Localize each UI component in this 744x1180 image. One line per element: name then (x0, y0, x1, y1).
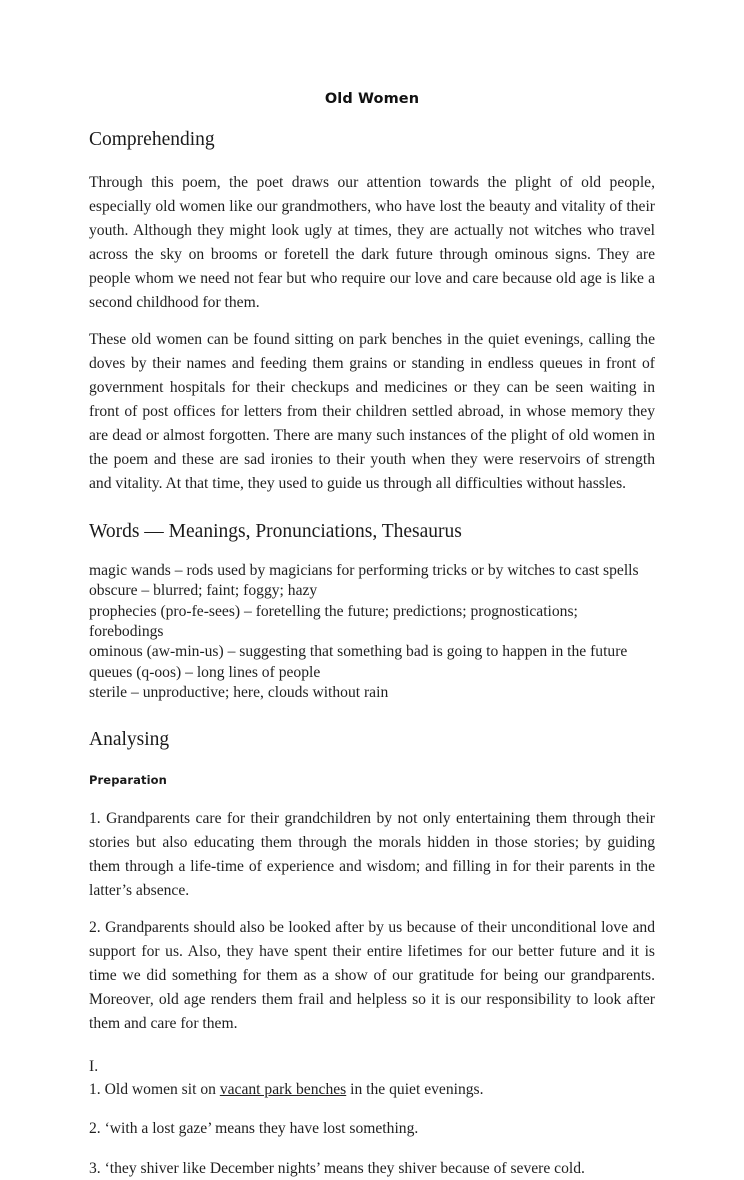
section-heading-analysing: Analysing (89, 728, 170, 750)
comprehending-paragraph-2: These old women can be found sitting on park benches in the quiet evenings, calling the doves by their names and feeding them grains or standing in endless queues in front of government hospitals for their checkups and medicines or they can be seen waiting in front of post offices for letters from their children settled abroad, in whose memory they are dead or almost forgotten. There are many such instances of the plight of old women in the poem and these are sad ironies to their youth when they were reservoirs of strength and vitality. At that time, they used to guide us through all difficulties without hassles. (89, 331, 655, 492)
page-title: Old Women (324, 91, 420, 107)
subheading-preparation: Preparation (89, 773, 167, 788)
part-one-answer-2: 2. ‘with a lost gaze’ means they have lost something. (89, 1120, 419, 1138)
answer-1-suffix: in the quiet evenings. (346, 1080, 484, 1098)
glossary-entry: sterile – unproductive; here, clouds without rain (89, 684, 389, 702)
glossary-entry: ominous (aw-min-us) – suggesting that something bad is going to happen in the future (89, 643, 628, 661)
section-heading-words: Words — Meanings, Pronunciations, Thesaurus (89, 521, 462, 543)
glossary-entry: prophecies (pro-fe-sees) – foretelling the future; predictions; prognostications; forebodings (89, 602, 578, 641)
document-content (89, 0, 655, 1180)
glossary-entry: obscure – blurred; faint; foggy; hazy (89, 582, 318, 600)
preparation-answer-1: 1. Grandparents care for their grandchildren by not only entertaining them through their stories but also educating them through the morals hidden in those stories; by guiding them through a life-time of experience and wisdom; and filling in for their parents in the latter’s absence. (89, 810, 655, 899)
part-one-answer-1 (89, 1079, 655, 1102)
part-one-answer-3: 3. ‘they shiver like December nights’ means they shiver because of severe cold. (89, 1159, 585, 1177)
section-heading-comprehending: Comprehending (89, 129, 215, 150)
answer-1-prefix: 1. Old women sit on (89, 1080, 220, 1098)
answer-1-underlined-phrase: vacant park benches (219, 1080, 347, 1098)
part-label-one: I. (89, 1057, 99, 1075)
glossary-entry: magic wands – rods used by magicians for performing tricks or by witches to cast spells (89, 561, 639, 579)
glossary-entry: queues (q-oos) – long lines of people (89, 663, 321, 681)
preparation-answer-2: 2. Grandparents should also be looked after by us because of their unconditional love and support for us. Also, they have spent their entire lifetimes for our better future and it is time we did something for them as a show of our gratitude for being our grandparents. Moreover, old age renders them frail and helpless so it is our responsibility to look after them and care for them. (89, 919, 655, 1032)
comprehending-paragraph-1: Through this poem, the poet draws our attention towards the plight of old people, especially old women like our grandmothers, who have lost the beauty and vitality of their youth. Although they might look ugly at times, they are actually not witches who travel across the sky on brooms or foretell the dark future through ominous signs. They are people whom we need not fear but who require our love and care because old age is like a second childhood for them. (89, 174, 655, 311)
glossary-list (89, 544, 655, 704)
